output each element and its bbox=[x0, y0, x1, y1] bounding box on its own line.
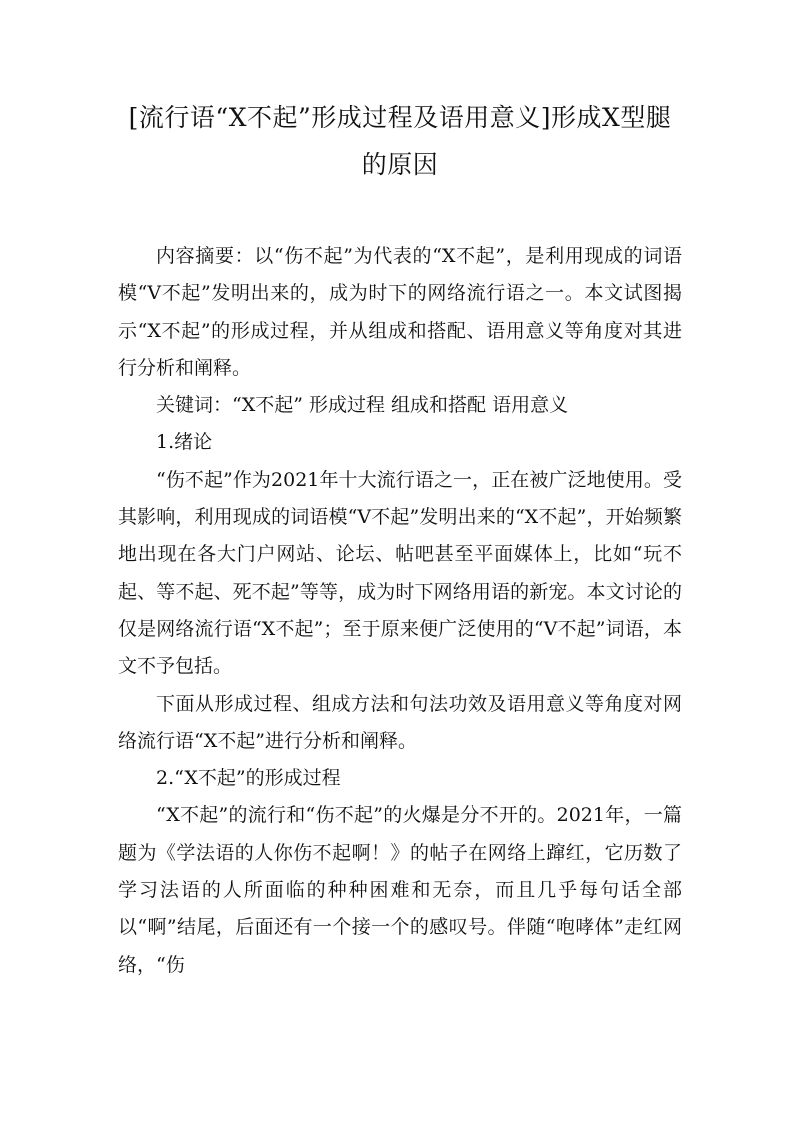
keywords-line: 关键词：“X不起” 形成过程 组成和搭配 语用意义 bbox=[156, 394, 569, 417]
section-1-heading: 1.绪论 bbox=[156, 431, 213, 454]
section-2-heading: 2.“X不起”的形成过程 bbox=[156, 767, 341, 790]
document-title: [流行语“X不起”形成过程及语用意义]形成X型腿的原因 bbox=[128, 103, 672, 179]
section-1-paragraph-2: 下面从形成过程、组成方法和句法功效及语用意义等角度对网络流行语“X不起”进行分析和阐释。 bbox=[118, 692, 682, 752]
document-body bbox=[118, 238, 682, 984]
abstract-paragraph: 内容摘要：以“伤不起”为代表的“X不起”，是利用现成的词语模“V不起”发明出来的，成为时下的网络流行语之一。本文试图揭示“X不起”的形成过程，并从组成和搭配、语用意义等角度对其进行分析和阐释。 bbox=[118, 245, 682, 379]
section-2-paragraph-1: “X不起”的流行和“伤不起”的火爆是分不开的。2021年，一篇题为《学法语的人你伤不起啊！》的帖子在网络上蹿红，它历数了学习法语的人所面临的种种困难和无奈，而且几乎每句话全部以“啊”结尾，后面还有一个接一个的感叹号。伴随“咆哮体”走红网络，“伤 bbox=[118, 804, 682, 976]
section-1-paragraph-1: “伤不起”作为2021年十大流行语之一，正在被广泛地使用。受其影响，利用现成的词语模“V不起”发明出来的“X不起”，开始频繁地出现在各大门户网站、论坛、帖吧甚至平面媒体上，比如“玩不起、等不起、死不起”等等，成为时下网络用语的新宠。本文讨论的仅是网络流行语“X不起”；至于原来便广泛使用的“V不起”词语，本文不予包括。 bbox=[118, 468, 682, 678]
